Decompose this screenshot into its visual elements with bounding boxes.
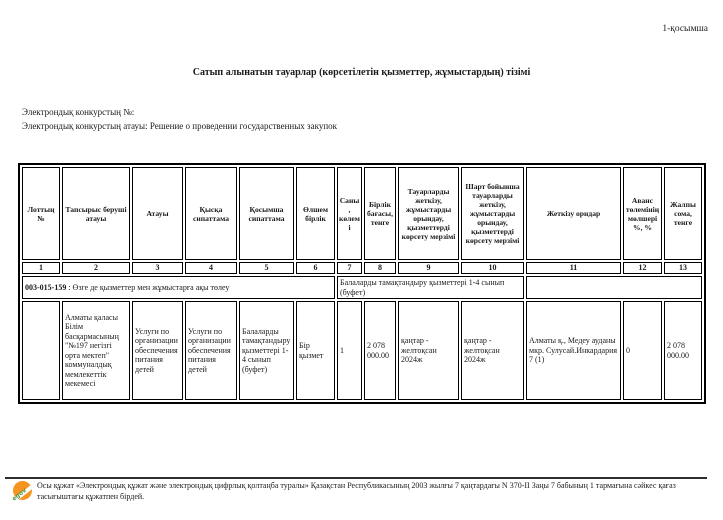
- col-header-total: Жалпы сома, тенге: [664, 167, 702, 260]
- col-number: 4: [185, 262, 237, 274]
- cell-total: 2 078 000.00: [664, 301, 702, 400]
- footer-divider: [5, 477, 707, 479]
- col-number: 3: [132, 262, 183, 274]
- col-number: 13: [664, 262, 702, 274]
- col-header-delivery-place: Жеткізу орндар: [526, 167, 621, 260]
- col-header-customer: Тапсырыс беруші атауы: [62, 167, 130, 260]
- cell-additional-description: Балаларды тамақтандыру қызметтері 1-4 сынып (буфет): [239, 301, 294, 400]
- col-header-contract-delivery-term: Шарт бойынша тауарларды жеткізу, жұмыстарды орындау, қызметтерді көрсету мерзімі: [461, 167, 524, 260]
- appendix-label: 1-қосымша: [662, 24, 708, 34]
- cell-lot-no: [22, 301, 60, 400]
- cell-contract-delivery-term: қаңтар - желтоқсан 2024ж: [461, 301, 524, 400]
- col-header-advance: Аванс төлемінің мөлшері %, %: [623, 167, 662, 260]
- contest-name-line: Электрондық конкурстың атауы: Решение о проведении государственных закупок: [22, 121, 338, 131]
- cell-advance: 0: [623, 301, 662, 400]
- col-number: 1: [22, 262, 60, 274]
- table-row: [22, 301, 702, 400]
- col-number: 5: [239, 262, 294, 274]
- egov-logo-icon: [10, 481, 35, 510]
- col-number: 9: [398, 262, 459, 274]
- cell-quantity: 1: [337, 301, 362, 400]
- lot-description: : Өзге де қызметтер мен жұмыстарға ақы төлеу: [66, 282, 230, 292]
- col-number: 2: [62, 262, 130, 274]
- cell-delivery-term: қаңтар - желтоқсан 2024ж: [398, 301, 459, 400]
- table-header-row: [22, 167, 702, 260]
- lot-title-cell: [22, 276, 335, 299]
- col-header-unit-price: Бірлік бағасы, тенге: [364, 167, 396, 260]
- meta-block: [22, 105, 337, 133]
- col-header-delivery-term: Тауарларды жеткізу, жұмыстарды орындау, қызметтерді көрсету мерзімі: [398, 167, 459, 260]
- lot-number: 003-015-159: [25, 282, 67, 292]
- col-number: 10: [461, 262, 524, 274]
- col-number: 6: [296, 262, 335, 274]
- lot-service-name-cell: Балаларды тамақтандыру қызметтері 1-4 сынып (буфет): [337, 276, 524, 299]
- cell-delivery-place: Алматы қ., Медеу ауданы мкр. Сулусай.Инкардария 7 (1): [526, 301, 621, 400]
- column-numbers-row: [22, 262, 702, 274]
- col-header-short-description: Қысқа сипаттама: [185, 167, 237, 260]
- cell-short-description: Услуги по организации обеспечения питания детей: [185, 301, 237, 400]
- page-title: Сатып алынатын тауарлар (көрсетілетін қызметтер, жұмыстардың) тізімі: [192, 67, 531, 78]
- contest-number-line: Электрондық конкурстың №:: [22, 107, 135, 117]
- footer-legal-text: Осы құжат «Электрондық құжат және электрондық цифрлық қолтаңба туралы» Қазақстан Республикасының 2003 жылғы 7 қаңтардағы N 370-II Заңы 7 бабының 1 тармағына сәйкес қағаз тасығыштағы құжатпен бірдей.: [37, 481, 676, 501]
- cell-name: Услуги по организации обеспечения питания детей: [132, 301, 183, 400]
- lot-empty-cell: [526, 276, 702, 299]
- cell-unit: Бір қызмет: [296, 301, 335, 400]
- col-header-additional-description: Қосымша сипаттама: [239, 167, 294, 260]
- col-header-name: Атауы: [132, 167, 183, 260]
- cell-customer: Алматы қаласы Білім басқармасының "№197 негізгі орта мектеп" коммуналдық мемлекеттік мекемесі: [62, 301, 130, 400]
- col-number: 8: [364, 262, 396, 274]
- col-header-unit: Өлшем бірлік: [296, 167, 335, 260]
- col-header-quantity: Саны, көлемі: [337, 167, 362, 260]
- col-number: 11: [526, 262, 621, 274]
- cell-unit-price: 2 078 000.00: [364, 301, 396, 400]
- lot-group-row: [22, 276, 702, 299]
- col-header-lot-no: Лоттың №: [22, 167, 60, 260]
- col-number: 12: [623, 262, 662, 274]
- col-number: 7: [337, 262, 362, 274]
- egov-logo-text: egov: [11, 486, 29, 503]
- procurement-table: [18, 163, 706, 404]
